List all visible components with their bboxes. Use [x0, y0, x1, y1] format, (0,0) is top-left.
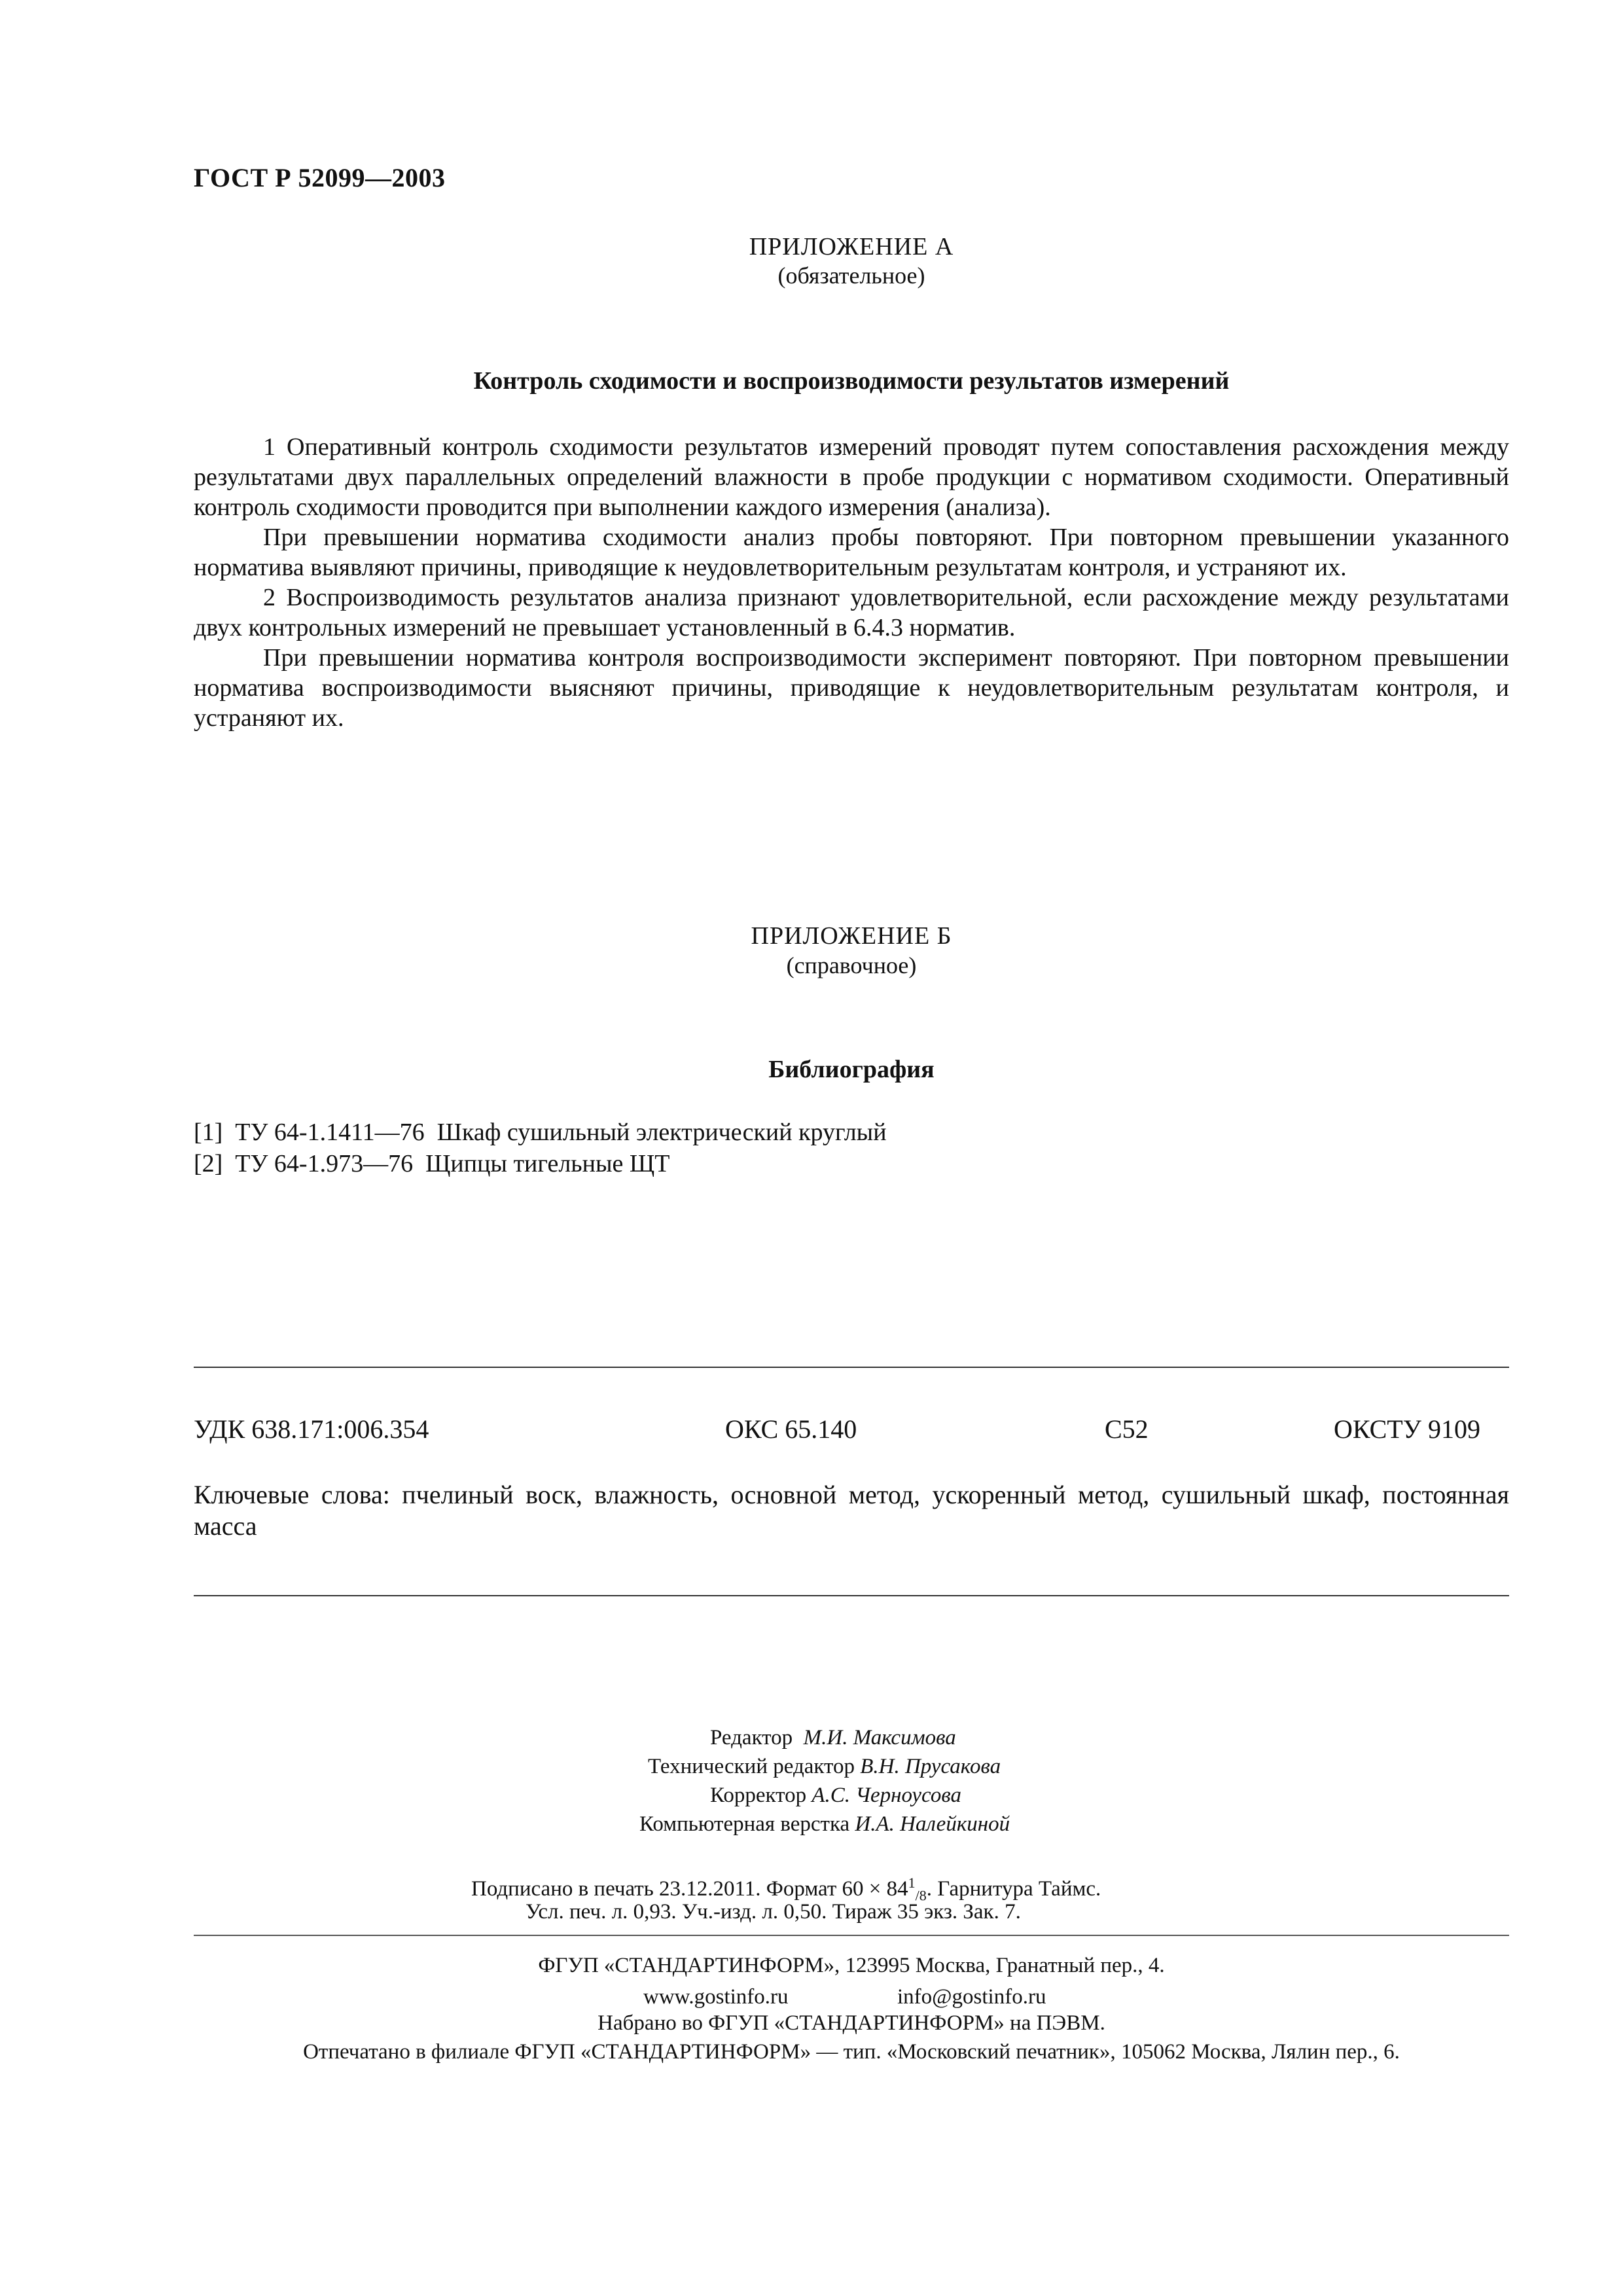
bibliography-heading: Библиография — [768, 1056, 935, 1083]
paragraph: 2 Воспроизводимость результатов анализа признают удовлетворительной, если расхождение между результатами двух контрольных измерений не превышает установленный в 6.4.3 норматив. — [194, 584, 1509, 641]
annex-a-status: (обязательное) — [777, 262, 925, 289]
imprint-corrector — [710, 1781, 961, 1810]
publisher-email: info@gostinfo.ru — [897, 1985, 1046, 2009]
annex-b-status: (справочное) — [786, 952, 917, 978]
role-label: Технический редактор — [648, 1755, 855, 1778]
role-label: Компьютерная верстка — [639, 1812, 850, 1836]
annex-a-title: ПРИЛОЖЕНИЕ А — [749, 233, 954, 260]
publisher-website: www.gostinfo.ru — [643, 1985, 789, 2009]
paragraph: При превышении норматива контроля воспроизводимости эксперимент повторяют. При повторном превышении норматива воспроизводимости выясняют причины, приводящие к неудовлетворительным результатам контроля, и устраняют их. — [194, 644, 1509, 732]
person-name: В.Н. Прусакова — [860, 1755, 1001, 1778]
udk-code: УДК 638.171:006.354 — [194, 1414, 429, 1444]
person-name: М.И. Максимова — [803, 1726, 956, 1749]
annex-a-heading: Контроль сходимости и воспроизводимости результатов измерений — [473, 367, 1230, 395]
paragraph: 1 Оперативный контроль сходимости результатов измерений проводят путем сопоставления расхождения между результатами двух параллельных определений влажности в пробе продукции с нормативом сходимости. Оперативный контроль сходимости проводится при выполнении каждого измерения (анализа). — [194, 433, 1509, 521]
format-subscript: /8 — [915, 1887, 927, 1904]
bibliography-list — [194, 1117, 887, 1179]
paragraph: При превышении норматива сходимости анализ пробы повторяют. При повторном превышении указанного норматива выявляют причины, приводящие к неудовлетворительным результатам контроля, и устраняют их. — [194, 524, 1509, 581]
person-name: И.А. Налейкиной — [855, 1812, 1010, 1836]
divider — [194, 1367, 1509, 1368]
oks-code: ОКС 65.140 — [725, 1414, 857, 1444]
bibliography-item: [2] ТУ 64-1.973—76 Щипцы тигельные ЩТ — [194, 1150, 670, 1177]
annex-a-body — [194, 432, 1509, 733]
keywords: Ключевые слова: пчелиный воск, влажность, основной метод, ускоренный метод, сушильный шкаф, постоянная масса — [194, 1480, 1509, 1541]
format-superscript: 1 — [908, 1874, 916, 1891]
typeset-note: Набрано во ФГУП «СТАНДАРТИНФОРМ» на ПЭВМ. — [597, 2011, 1105, 2035]
publisher-address: ФГУП «СТАНДАРТИНФОРМ», 123995 Москва, Гранатный пер., 4. — [538, 1954, 1165, 1977]
typeface: . Гарнитура Таймс. — [926, 1877, 1101, 1901]
print-run-details: Усл. печ. л. 0,93. Уч.-изд. л. 0,50. Тираж 35 экз. Зак. 7. — [526, 1900, 1021, 1924]
imprint-editor — [710, 1723, 956, 1752]
divider — [194, 1935, 1509, 1936]
person-name: А.С. Черноусова — [812, 1784, 961, 1807]
imprint-layout — [639, 1810, 1010, 1839]
divider — [194, 1595, 1509, 1596]
bibliography-item: [1] ТУ 64-1.1411—76 Шкаф сушильный электрический круглый — [194, 1119, 887, 1146]
imprint-tech-editor — [648, 1752, 1001, 1781]
printed-note: Отпечатано в филиале ФГУП «СТАНДАРТИНФОРМ» — тип. «Московский печатник», 105062 Москва, Лялин пер., 6. — [303, 2040, 1400, 2064]
annex-b-title: ПРИЛОЖЕНИЕ Б — [751, 922, 952, 950]
group-code: С52 — [1105, 1414, 1149, 1444]
document-code: ГОСТ Р 52099—2003 — [194, 163, 446, 192]
print-signed-format: Подписано в печать 23.12.2011. Формат 60 × 84 — [471, 1877, 908, 1901]
role-label: Корректор — [710, 1784, 807, 1807]
role-label: Редактор — [710, 1726, 793, 1749]
okstu-code: ОКСТУ 9109 — [1334, 1414, 1481, 1444]
